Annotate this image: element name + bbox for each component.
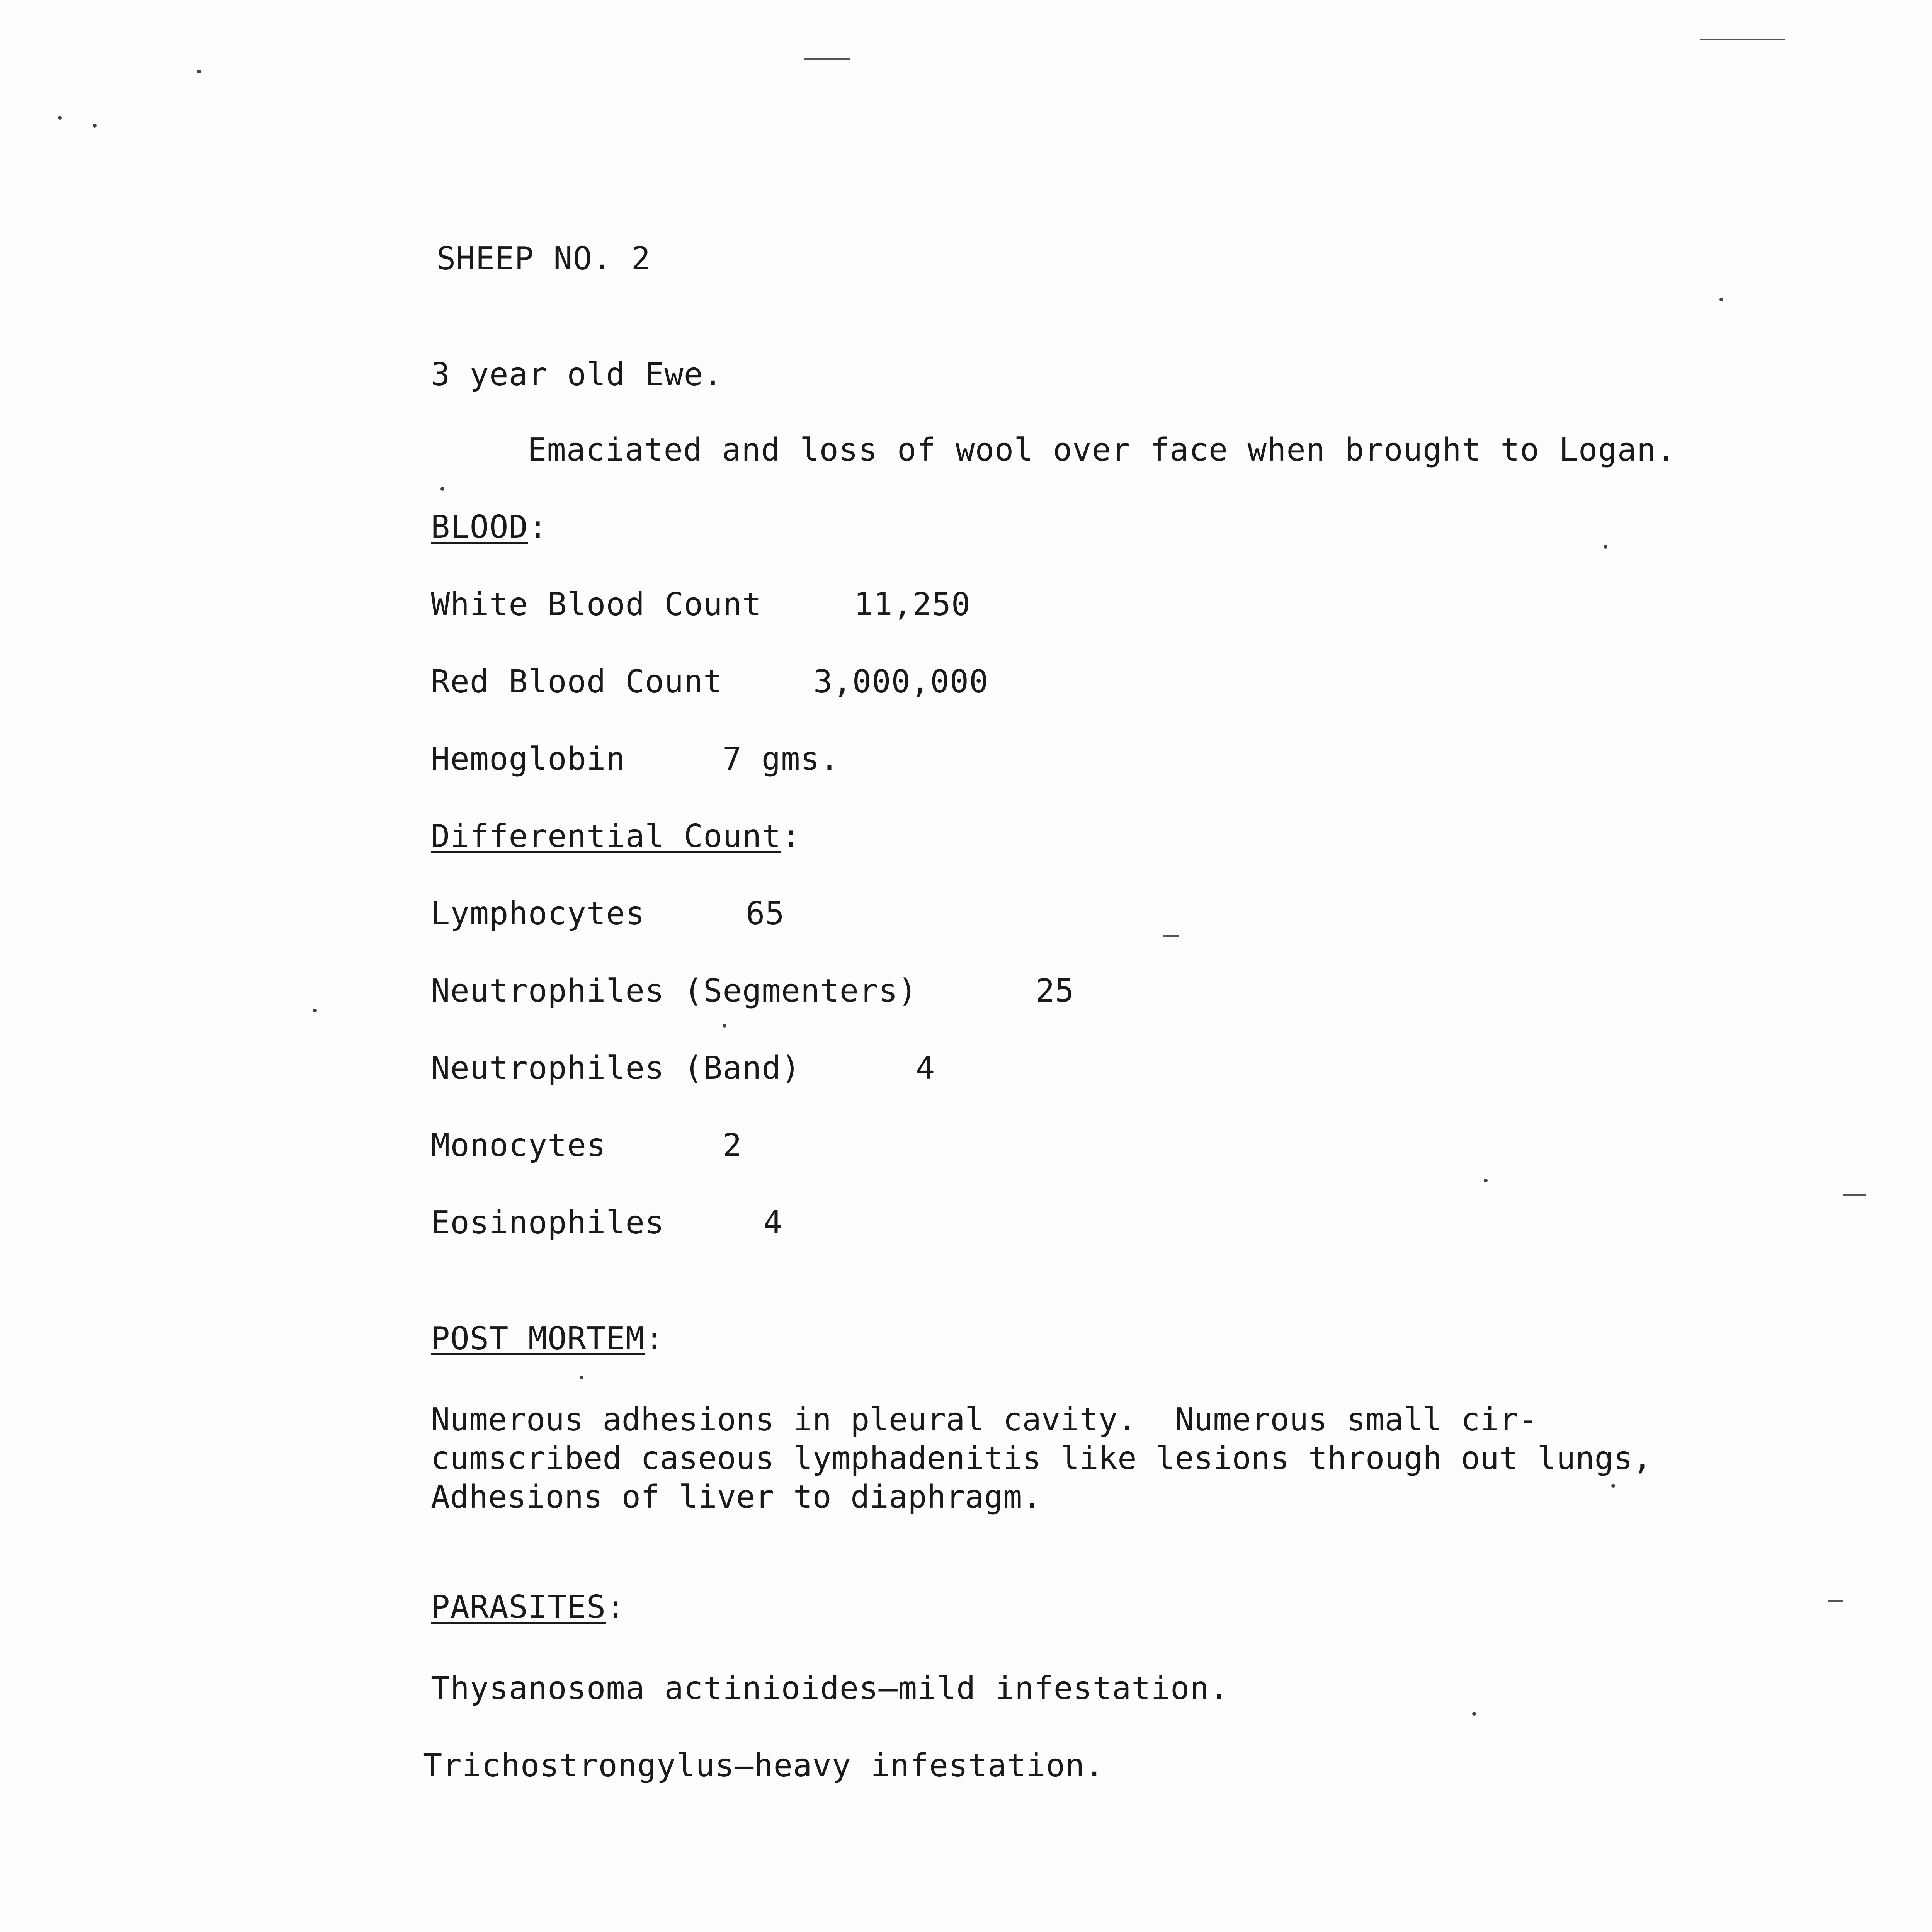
parasites-heading: PARASITES: — [431, 1589, 626, 1626]
white-blood-value: 11,250 — [854, 586, 971, 623]
scan-speck — [197, 70, 201, 73]
post-mortem-line: Adhesions of liver to diaphragm. — [431, 1479, 1041, 1515]
diff-value-lymphocytes: 65 — [746, 895, 785, 932]
diff-value-band: 4 — [916, 1050, 935, 1087]
diff-label-lymphocytes: Lymphocytes — [431, 895, 645, 932]
scan-dash — [1828, 1600, 1843, 1602]
scan-speck — [723, 1024, 726, 1028]
blood-heading: BLOOD: — [431, 509, 548, 546]
diff-value-eosinophiles: 4 — [763, 1204, 783, 1241]
hemoglobin-value: 7 gms. — [723, 741, 840, 777]
scan-dash — [1700, 39, 1785, 40]
hemoglobin-label: Hemoglobin — [431, 741, 626, 777]
diff-label-monocytes: Monocytes — [431, 1127, 606, 1164]
post-mortem-heading: POST MORTEM: — [431, 1320, 665, 1357]
diff-label-band: Neutrophiles (Band) — [431, 1050, 801, 1087]
diff-value-segmenters: 25 — [1036, 973, 1075, 1009]
scan-dash — [1163, 935, 1179, 937]
scan-speck — [93, 124, 97, 128]
scan-speck — [1611, 1484, 1615, 1488]
post-mortem-line: Numerous adhesions in pleural cavity. Numerous small cir- — [431, 1401, 1537, 1438]
parasite-item: Trichostrongylus—heavy infestation. — [423, 1747, 1104, 1784]
age-line: 3 year old Ewe. — [431, 356, 723, 393]
diff-label-eosinophiles: Eosinophiles — [431, 1204, 665, 1241]
scan-speck — [1604, 545, 1607, 549]
diff-label-segmenters: Neutrophiles (Segmenters) — [431, 973, 918, 1009]
scan-dash — [1843, 1194, 1866, 1196]
scan-speck — [1719, 298, 1723, 301]
condition-note: Emaciated and loss of wool over face when brought to Logan. — [527, 432, 1676, 468]
red-blood-value: 3,000,000 — [813, 663, 989, 700]
differential-heading: Differential Count: — [431, 818, 801, 855]
scan-speck — [1472, 1712, 1476, 1716]
post-mortem-line: cumscribed caseous lymphadenitis like lesions through out lungs, — [431, 1440, 1652, 1477]
scan-dash — [804, 58, 850, 60]
diff-value-monocytes: 2 — [723, 1127, 742, 1164]
white-blood-label: White Blood Count — [431, 586, 762, 623]
red-blood-label: Red Blood Count — [431, 663, 723, 700]
post-mortem-text — [431, 1401, 1932, 1517]
scan-speck — [440, 487, 444, 491]
parasite-item: Thysanosoma actinioides—mild infestation. — [431, 1670, 1229, 1707]
scan-speck — [580, 1376, 583, 1379]
blood-title: BLOOD — [431, 509, 528, 546]
post-mortem-title: POST MORTEM — [431, 1320, 645, 1357]
scan-speck — [1484, 1179, 1488, 1182]
scan-speck — [313, 1009, 317, 1012]
parasites-title: PARASITES — [431, 1589, 606, 1626]
sheep-heading: SHEEP NO. 2 — [437, 240, 651, 277]
scan-speck — [58, 116, 62, 120]
differential-title: Differential Count — [431, 818, 781, 855]
